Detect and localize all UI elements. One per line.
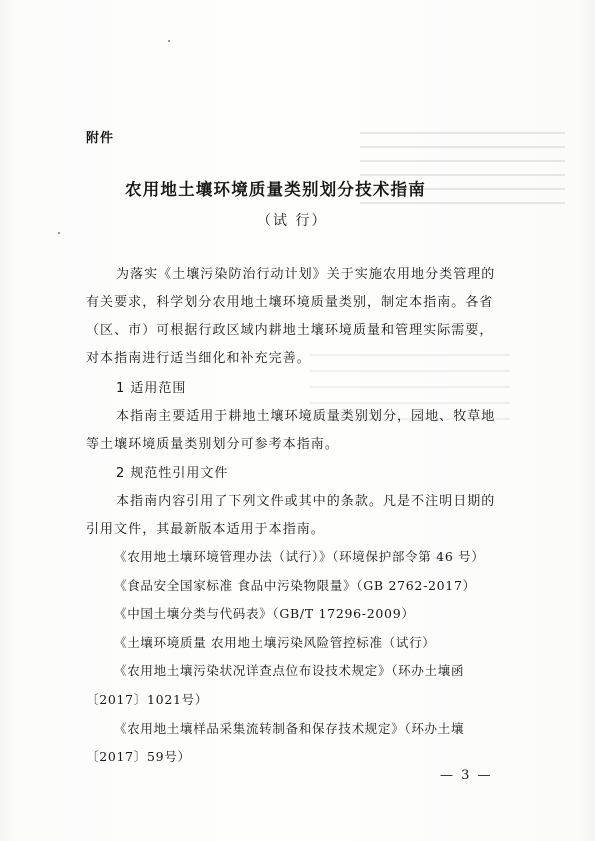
document-title: 农用地土壤环境质量类别划分技术指南 — [125, 180, 426, 199]
intro-line: （区、市）可根据行政区域内耕地土壤环境质量和管理实际需要， — [86, 323, 494, 338]
reference-item: 《中国土壤分类与代码表》（GB/T 17296-2009） — [114, 606, 415, 621]
intro-line: 对本指南进行适当细化和补充完善。 — [86, 351, 311, 366]
document-subtitle: （试 行） — [257, 213, 328, 229]
intro-line: 有关要求，科学划分农用地土壤环境质量类别，制定本指南。各省 — [86, 295, 494, 310]
reference-item: 《土壤环境质量 农用地土壤污染风险管控标准（试行） — [114, 635, 436, 650]
section-heading-references: 2 规范性引用文件 — [116, 466, 229, 481]
section-heading-scope: 1 适用范围 — [116, 381, 187, 396]
reference-item: 《食品安全国家标准 食品中污染物限量》（GB 2762-2017） — [114, 578, 476, 593]
scan-speck — [168, 40, 170, 42]
references-intro-line: 引用文件，其最新版本适用于本指南。 — [86, 522, 325, 537]
references-intro-line: 本指南内容引用了下列文件或其中的条款。凡是不注明日期的 — [116, 494, 496, 509]
reference-item-continued: 〔2017〕1021号） — [86, 692, 209, 707]
intro-line: 为落实《土壤污染防治行动计划》关于实施农用地分类管理的 — [116, 267, 496, 282]
scope-line: 等土壤环境质量类别划分可参考本指南。 — [86, 437, 339, 452]
attachment-label: 附件 — [86, 131, 115, 146]
reference-item: 《农用地土壤污染状况详查点位布设技术规定》（环办土壤函 — [114, 663, 465, 678]
reference-item-continued: 〔2017〕59号） — [86, 749, 191, 764]
reference-item: 《农用地土壤样品采集流转制备和保存技术规定》（环办土壤 — [114, 721, 465, 736]
scan-speck — [58, 232, 60, 234]
scope-line: 本指南主要适用于耕地土壤环境质量类别划分，园地、牧草地 — [116, 409, 496, 424]
page-number: — 3 — — [440, 768, 493, 783]
bleed-through-marks-lower — [310, 340, 510, 460]
reference-item: 《农用地土壤环境管理办法（试行）》（环境保护部令第 46 号） — [114, 549, 485, 564]
